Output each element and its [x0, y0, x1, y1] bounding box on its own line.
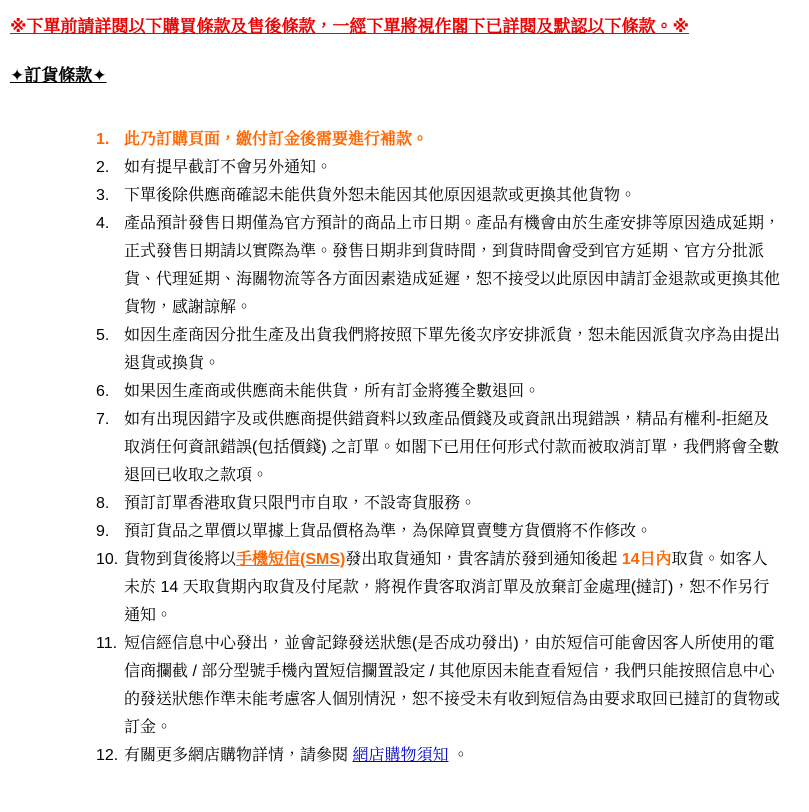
term-segment: 如果因生產商或供應商未能供貨，所有訂金將獲全數退回。 — [124, 382, 541, 400]
term-number: 8. — [96, 494, 110, 512]
terms-list — [10, 126, 797, 770]
term-text — [124, 406, 781, 490]
term-number: 4. — [96, 214, 110, 232]
section-title-order-terms: ✦訂貨條款✦ — [10, 65, 107, 85]
term-segment: 發出取貨通知，貴客請於發到通知後起 — [345, 550, 622, 568]
term-segment: 如有提早截訂不會另外通知。 — [124, 158, 333, 176]
term-number: 5. — [96, 326, 110, 344]
term-item-8 — [96, 490, 781, 518]
term-text — [124, 210, 781, 322]
top-notice: ※下單前請詳閱以下購買條款及售後條款，一經下單將視作閣下已詳閱及默認以下條款。※ — [10, 17, 690, 36]
term-text — [124, 322, 781, 378]
term-number: 1. — [96, 130, 110, 148]
term-text — [124, 546, 781, 630]
term-item-7 — [96, 406, 781, 490]
term-text — [124, 518, 781, 546]
term-item-12 — [96, 742, 781, 770]
term-number: 3. — [96, 186, 110, 204]
term-item-6 — [96, 378, 781, 406]
term-number: 7. — [96, 410, 110, 428]
shop-guide-link[interactable]: 網店購物須知 — [352, 746, 449, 764]
term-number: 6. — [96, 382, 110, 400]
term-segment: 手機短信(SMS) — [236, 550, 346, 568]
term-segment: 短信經信息中心發出，並會記錄發送狀態(是否成功發出)，由於短信可能會因客人所使用的電信商攔截 / 部分型號手機內置短信攔置設定 / 其他原因未能查看短信，我們只能按照信息中心的發送狀態作準未能考慮客人個別情況，恕不接受未有收到短信為由要求取回已撻訂的貨物或訂金。 — [124, 634, 781, 736]
term-segment: 此乃訂購頁面，繳付訂金後需要進行補款。 — [124, 130, 429, 148]
term-item-9 — [96, 518, 781, 546]
term-segment: 如因生產商因分批生產及出貨我們將按照下單先後次序安排派貨，恕未能因派貨次序為由提出退貨或換貨。 — [124, 326, 781, 372]
term-item-1 — [96, 126, 781, 154]
term-segment: 有關更多網店購物詳情，請參閱 — [124, 746, 353, 764]
term-item-3 — [96, 182, 781, 210]
term-text — [124, 126, 781, 154]
term-text — [124, 742, 781, 770]
term-number: 10. — [96, 550, 119, 568]
term-segment: 預訂貨品之單價以單據上貨品價格為準，為保障買賣雙方貨價將不作修改。 — [124, 522, 653, 540]
term-number: 11. — [96, 634, 118, 652]
term-segment: 預訂訂單香港取貨只限門市自取，不設寄貨服務。 — [124, 494, 477, 512]
term-segment: 。 — [448, 746, 469, 764]
term-number: 9. — [96, 522, 110, 540]
term-text — [124, 630, 781, 742]
term-item-10 — [96, 546, 781, 630]
term-segment: 下單後除供應商確認未能供貨外恕未能因其他原因退款或更換其他貨物。 — [124, 186, 637, 204]
term-segment: 取貨。如客人未於 14 天取貨期內取貨及付尾款，將視作貴客取消訂單及放棄訂金處理(撻訂)，恕不作另行通知。 — [124, 550, 770, 624]
term-text — [124, 378, 781, 406]
term-segment: 14日內 — [621, 550, 672, 568]
term-text — [124, 154, 781, 182]
term-number: 12. — [96, 746, 119, 764]
term-segment: 貨物到貨後將以 — [124, 550, 237, 568]
term-segment: 產品預計發售日期僅為官方預計的商品上市日期。產品有機會由於生產安排等原因造成延期，正式發售日期請以實際為準。發售日期非到貨時間，到貨時間會受到官方延期、官方分批派貨、代理延期、海關物流等各方面因素造成延遲，恕不接受以此原因申請訂金退款或更換其他貨物，感謝諒解。 — [124, 214, 781, 316]
term-item-2 — [96, 154, 781, 182]
term-item-11 — [96, 630, 781, 742]
term-text — [124, 490, 781, 518]
term-item-5 — [96, 322, 781, 378]
term-number: 2. — [96, 158, 110, 176]
term-text — [124, 182, 781, 210]
term-item-4 — [96, 210, 781, 322]
term-segment: 如有出現因錯字及或供應商提供錯資料以致產品價錢及或資訊出現錯誤，精品有權利-拒絕及取消任何資訊錯誤(包括價錢) 之訂單。如閣下已用任何形式付款而被取消訂單，我們將會全數退回已收取之款項。 — [124, 410, 780, 484]
